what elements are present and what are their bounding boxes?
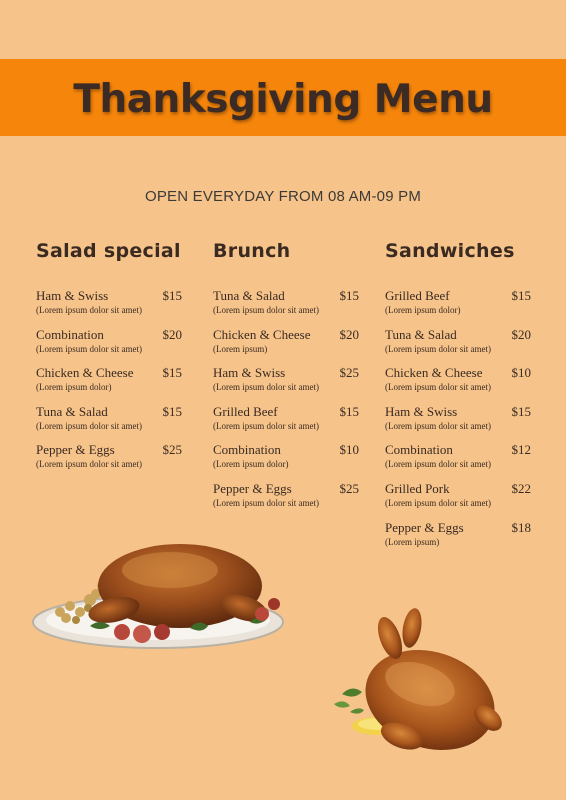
- menu-item-name: Tuna & Salad: [385, 326, 457, 342]
- menu-item: [385, 288, 531, 327]
- menu-item: [385, 404, 531, 443]
- menu-item: [213, 327, 359, 366]
- column-heading: Brunch: [213, 240, 291, 262]
- menu-item-name: Ham & Swiss: [36, 288, 109, 303]
- menu-item-name: Grilled Beef: [385, 288, 450, 303]
- menu-item-name: Tuna & Salad: [213, 288, 285, 303]
- roast-turkey-platter-image: [30, 538, 286, 654]
- menu-item-description: (Lorem ipsum dolor sit amet): [213, 305, 319, 315]
- menu-item-price: $20: [162, 326, 182, 342]
- menu-item-price: $20: [511, 326, 531, 342]
- menu-item-description: (Lorem ipsum dolor sit amet): [385, 343, 491, 354]
- menu-item-name: Tuna & Salad: [36, 403, 108, 419]
- menu-item-name: Combination: [385, 442, 453, 458]
- menu-item: [213, 288, 359, 327]
- menu-item-name: Grilled Pork: [385, 480, 450, 496]
- menu-item-price: $15: [162, 365, 182, 381]
- menu-item: [385, 365, 531, 404]
- menu-item-name: Grilled Beef: [213, 403, 278, 419]
- menu-column-brunch: [213, 240, 359, 520]
- menu-item-price: $10: [339, 442, 359, 458]
- menu-item-price: $20: [339, 326, 359, 342]
- menu-column-sandwiches: [385, 240, 531, 558]
- roast-chicken-image: [320, 608, 510, 760]
- menu-item-description: (Lorem ipsum): [213, 343, 268, 354]
- menu-item-description: (Lorem ipsum dolor sit amet): [36, 459, 142, 470]
- menu-item-name: Chicken & Cheese: [213, 326, 311, 342]
- menu-item: [385, 520, 531, 559]
- menu-item: [213, 481, 359, 520]
- menu-item: [36, 327, 182, 366]
- menu-item-name: Ham & Swiss: [213, 365, 286, 381]
- menu-item-price: $25: [162, 442, 182, 458]
- menu-item-price: $15: [511, 288, 531, 303]
- column-heading: Sandwiches: [385, 240, 515, 262]
- menu-item-description: (Lorem ipsum dolor sit amet): [385, 420, 491, 431]
- menu-item-price: $25: [339, 480, 359, 496]
- menu-item-name: Pepper & Eggs: [213, 480, 292, 496]
- menu-item-name: Pepper & Eggs: [385, 519, 464, 535]
- menu-item-name: Pepper & Eggs: [36, 442, 115, 458]
- menu-item-description: (Lorem ipsum dolor): [36, 382, 112, 393]
- menu-item-description: (Lorem ipsum dolor sit amet): [36, 305, 142, 315]
- menu-item-name: Ham & Swiss: [385, 403, 458, 419]
- menu-item-name: Chicken & Cheese: [36, 365, 134, 381]
- page-title: Thanksgiving Menu: [73, 77, 493, 122]
- menu-item-name: Chicken & Cheese: [385, 365, 483, 381]
- menu-item-description: (Lorem ipsum dolor sit amet): [36, 343, 142, 354]
- menu-item-price: $15: [511, 403, 531, 419]
- menu-item-price: $22: [511, 480, 531, 496]
- menu-item-name: Combination: [36, 326, 104, 342]
- menu-item-name: Combination: [213, 442, 281, 458]
- column-heading: Salad special: [36, 240, 181, 262]
- menu-item-price: $15: [339, 403, 359, 419]
- menu-item: [213, 404, 359, 443]
- menu-item: [385, 481, 531, 520]
- menu-item-description: (Lorem ipsum dolor sit amet): [213, 420, 319, 431]
- menu-item: [36, 365, 182, 404]
- menu-item-price: $12: [511, 442, 531, 458]
- menu-item-description: (Lorem ipsum dolor sit amet): [36, 420, 142, 431]
- menu-item: [213, 365, 359, 404]
- menu-item: [385, 442, 531, 481]
- title-banner: [0, 59, 566, 136]
- menu-item-description: (Lorem ipsum dolor sit amet): [385, 497, 491, 508]
- menu-item: [385, 327, 531, 366]
- menu-item-price: $15: [162, 288, 182, 303]
- menu-item-description: (Lorem ipsum dolor sit amet): [385, 382, 491, 393]
- menu-item-description: (Lorem ipsum dolor sit amet): [213, 382, 319, 393]
- opening-hours: OPEN EVERYDAY FROM 08 AM-09 PM: [144, 188, 422, 205]
- menu-item-price: $15: [162, 403, 182, 419]
- menu-item-price: $18: [511, 519, 531, 535]
- menu-item-description: (Lorem ipsum dolor): [385, 305, 461, 315]
- menu-item: [36, 442, 182, 481]
- menu-item: [213, 442, 359, 481]
- menu-item-description: (Lorem ipsum dolor sit amet): [385, 459, 491, 470]
- menu-item-price: $15: [339, 288, 359, 303]
- menu-item-price: $25: [339, 365, 359, 381]
- menu-item-description: (Lorem ipsum dolor sit amet): [213, 497, 319, 508]
- menu-item: [36, 288, 182, 327]
- menu-item-price: $10: [511, 365, 531, 381]
- menu-column-salad-special: [36, 240, 182, 481]
- menu-item-description: (Lorem ipsum dolor): [213, 459, 289, 470]
- menu-item: [36, 404, 182, 443]
- menu-item-description: (Lorem ipsum): [385, 536, 440, 547]
